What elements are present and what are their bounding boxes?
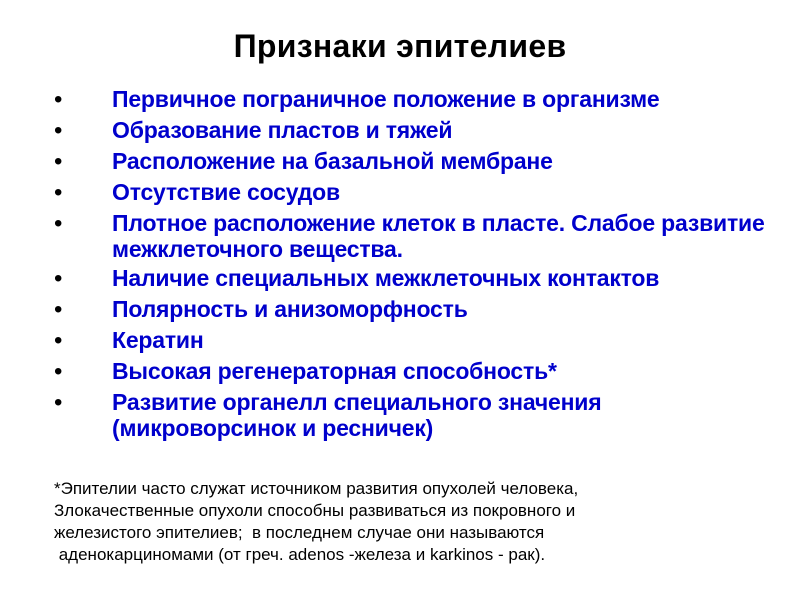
bullet-icon: • — [54, 358, 63, 385]
bullet-text: Расположение на базальной мембране — [112, 148, 553, 174]
bullet-icon: • — [54, 117, 63, 144]
footnote-line: Злокачественные опухоли способны развиваться из покровного и — [54, 501, 576, 520]
bullet-text: Первичное пограничное положение в организме — [112, 86, 660, 112]
bullet-icon: • — [54, 389, 63, 416]
list-item — [52, 86, 772, 114]
bullet-icon: • — [54, 86, 63, 113]
bullet-text: Наличие специальных межклеточных контактов — [112, 265, 660, 291]
list-item — [52, 210, 772, 262]
footnote — [54, 478, 774, 566]
bullet-text: Отсутствие сосудов — [112, 179, 340, 205]
list-item — [52, 265, 772, 293]
list-item — [52, 296, 772, 324]
footnote-line: *Эпителии часто служат источником развития опухолей человека, — [54, 479, 579, 498]
bullet-icon: • — [54, 148, 63, 175]
bullet-list — [52, 86, 772, 444]
bullet-text: Плотное расположение клеток в пласте. Слабое развитие межклеточного вещества. — [112, 210, 765, 262]
bullet-text: Образование пластов и тяжей — [112, 117, 453, 143]
list-item — [52, 389, 772, 441]
bullet-icon: • — [54, 265, 63, 292]
footnote-line: железистого эпителиев; в последнем случае они называются — [54, 523, 545, 542]
bullet-text: Развитие органелл специального значения (микроворсинок и ресничек) — [112, 389, 602, 441]
list-item — [52, 327, 772, 355]
bullet-icon: • — [54, 296, 63, 323]
bullet-text: Кератин — [112, 327, 204, 353]
list-item — [52, 358, 772, 386]
slide-title: Признаки эпителиев — [233, 28, 567, 64]
bullet-icon: • — [54, 179, 63, 206]
footnote-line: аденокарциномами (от греч. adenos -железа и karkinos - рак). — [54, 545, 546, 564]
bullet-icon: • — [54, 210, 63, 237]
list-item — [52, 179, 772, 207]
list-item — [52, 148, 772, 176]
bullet-text: Высокая регенераторная способность* — [112, 358, 557, 384]
list-item — [52, 117, 772, 145]
bullet-text: Полярность и анизоморфность — [112, 296, 468, 322]
bullet-icon: • — [54, 327, 63, 354]
